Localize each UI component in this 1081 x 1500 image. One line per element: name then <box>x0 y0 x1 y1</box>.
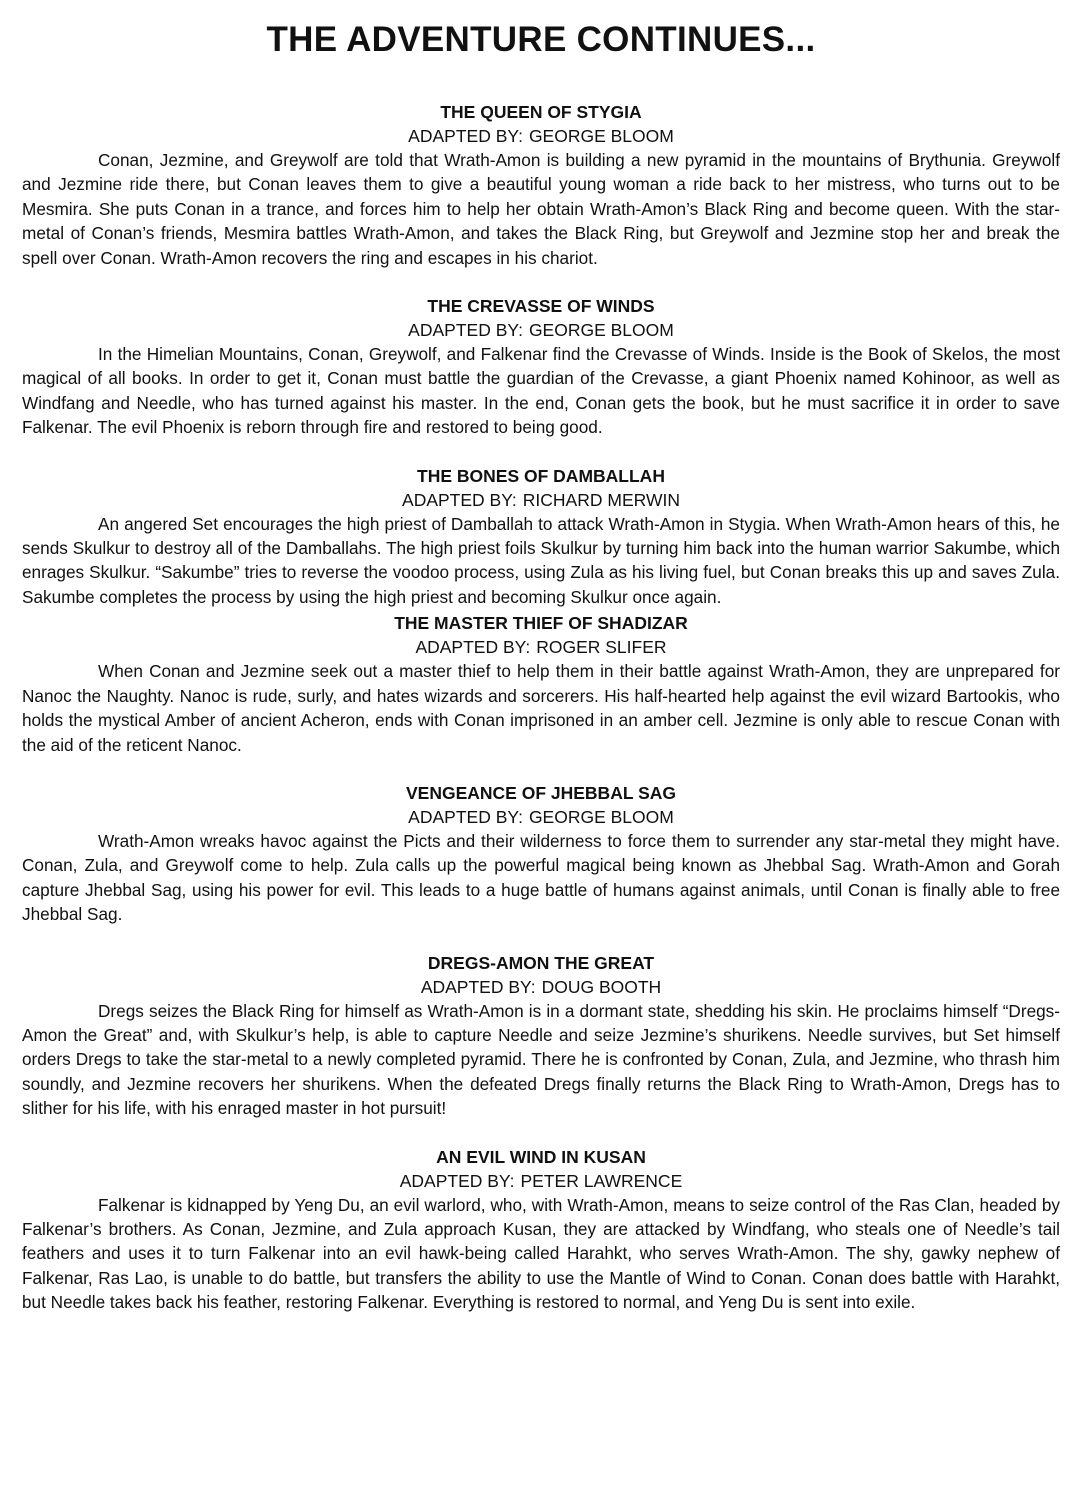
episode-title: VENGEANCE OF JHEBBAL SAG <box>406 782 676 803</box>
credit-label: ADAPTED BY: <box>408 320 523 341</box>
credit-label: ADAPTED BY: <box>420 976 536 997</box>
episode-dregs-amon-the-great <box>22 951 1060 1121</box>
episode-title: THE MASTER THIEF OF SHADIZAR <box>394 613 688 634</box>
episode-queen-of-stygia <box>22 100 1060 270</box>
episode-credit <box>22 1169 1060 1193</box>
episode-summary: Dregs seizes the Black Ring for himself as Wrath-Amon is in a dormant state, shedding his skin. He proclaims himself “Dregs-Amon the Great” and, with Skulkur’s help, is able to capture Needle and seize Jezmine’s shurikens. Needle survives, but Set himself orders Dregs to take the star-metal to a newly completed pyramid. There he is confronted by Conan, Zula, and Jezmine, who thrash him soundly, and Jezmine recovers her shurikens. When the defeated Dregs finally returns the Black Ring to Wrath-Amon, Dregs has to slither for his life, with his enraged master in hot pursuit! <box>22 1000 1060 1119</box>
document-page <box>22 18 1060 1339</box>
episode-title: THE QUEEN OF STYGIA <box>440 102 642 122</box>
credit-adapter: ROGER SLIFER <box>536 637 667 658</box>
credit-label: ADAPTED BY: <box>408 806 523 827</box>
episode-title: DREGS-AMON THE GREAT <box>427 952 655 973</box>
episode-credit <box>22 635 1060 659</box>
page-title: THE ADVENTURE CONTINUES... <box>266 20 816 59</box>
episode-summary: An angered Set encourages the high priest of Damballah to attack Wrath-Amon in Stygia. When Wrath-Amon hears of this, he sends Skulkur to destroy all of the Damballahs. The high priest foils Skulkur by turning him back into the human warrior Sakumbe, which enrages Skulkur. “Sakumbe” tries to reverse the voodoo process, using Zula as his living fuel, but Conan breaks this up and saves Zula. Sakumbe completes the process by using the high priest and becoming Skulkur once again. <box>22 513 1060 607</box>
episode-summary: In the Himelian Mountains, Conan, Greywolf, and Falkenar find the Crevasse of Winds. Inside is the Book of Skelos, the most magical of all books. In order to get it, Conan must battle the guardian of the Crevasse, a giant Phoenix named Kohinoor, as well as Windfang and Needle, who has turned against his master. In the end, Conan gets the book, but he must sacrifice it in order to save Falkenar. The evil Phoenix is reborn through fire and restored to being good. <box>22 344 1060 438</box>
credit-adapter: DOUG BOOTH <box>541 976 662 997</box>
episode-summary: Conan, Jezmine, and Greywolf are told that Wrath-Amon is building a new pyramid in the mountains of Brythunia. Greywolf and Jezmine ride there, but Conan leaves them to give a beautiful young woman a ride back to her mistress, who turns out to be Mesmira. She puts Conan in a trance, and forces him to help her obtain Wrath-Amon’s Black Ring and become queen. With the star-metal of Conan’s friends, Mesmira battles Wrath-Amon, and takes the Black Ring, but Greywolf and Jezmine stop her and break the spell over Conan. Wrath-Amon recovers the ring and escapes in his chariot. <box>22 150 1060 268</box>
credit-adapter: RICHARD MERWIN <box>522 489 680 510</box>
episode-bones-of-damballah <box>22 464 1060 610</box>
episode-title: AN EVIL WIND IN KUSAN <box>436 1146 646 1167</box>
episode-credit <box>22 488 1060 512</box>
episode-vengeance-of-jhebbal-sag <box>22 781 1060 927</box>
episode-summary: Falkenar is kidnapped by Yeng Du, an evil warlord, who, with Wrath-Amon, means to seize control of the Ras Clan, headed by Falkenar’s brothers. As Conan, Jezmine, and Zula approach Kusan, they are attacked by Windfang, who steals one of Needle’s tail feathers and uses it to turn Falkenar into an evil hawk-being called Harahkt, who serves Wrath-Amon. The shy, gawky nephew of Falkenar, Ras Lao, is unable to do battle, but transfers the ability to use the Mantle of Wind to Conan. Conan does battle with Harahkt, but Needle takes back his feather, restoring Falkenar. Everything is restored to normal, and Yeng Du is sent into exile. <box>22 1194 1060 1313</box>
episode-title: THE CREVASSE OF WINDS <box>427 296 655 317</box>
episode-crevasse-of-winds <box>22 294 1060 440</box>
credit-label: ADAPTED BY: <box>399 1170 515 1191</box>
episode-credit <box>22 124 1060 148</box>
episode-credit <box>22 805 1060 829</box>
episode-summary: Wrath-Amon wreaks havoc against the Picts and their wilderness to force them to surrender any star-metal they might have. Conan, Zula, and Greywolf come to help. Zula calls up the powerful magical being known as Jhebbal Sag. Wrath-Amon and Gorah capture Jhebbal Sag, using his power for evil. This leads to a huge battle of humans against animals, until Conan is finally able to free Jhebbal Sag. <box>22 830 1060 925</box>
episode-summary: When Conan and Jezmine seek out a master thief to help them in their battle against Wrath-Amon, they are unprepared for Nanoc the Naughty. Nanoc is rude, surly, and hates wizards and sorcerers. His half-hearted help against the evil wizard Bartookis, who holds the mystical Amber of ancient Acheron, ends with Conan imprisoned in an amber cell. Jezmine is only able to rescue Conan with the aid of the reticent Nanoc. <box>22 661 1060 755</box>
episode-credit <box>22 975 1060 999</box>
credit-label: ADAPTED BY: <box>408 126 523 146</box>
credit-adapter: GEORGE BLOOM <box>528 806 674 827</box>
credit-adapter: GEORGE BLOOM <box>528 126 674 146</box>
episode-master-thief-of-shadizar <box>22 611 1060 757</box>
credit-adapter: GEORGE BLOOM <box>528 320 674 341</box>
episode-title: THE BONES OF DAMBALLAH <box>417 465 665 486</box>
episode-credit <box>22 318 1060 342</box>
episode-evil-wind-in-kusan <box>22 1145 1060 1315</box>
credit-adapter: PETER LAWRENCE <box>520 1170 683 1191</box>
credit-label: ADAPTED BY: <box>415 637 531 658</box>
credit-label: ADAPTED BY: <box>402 489 517 510</box>
